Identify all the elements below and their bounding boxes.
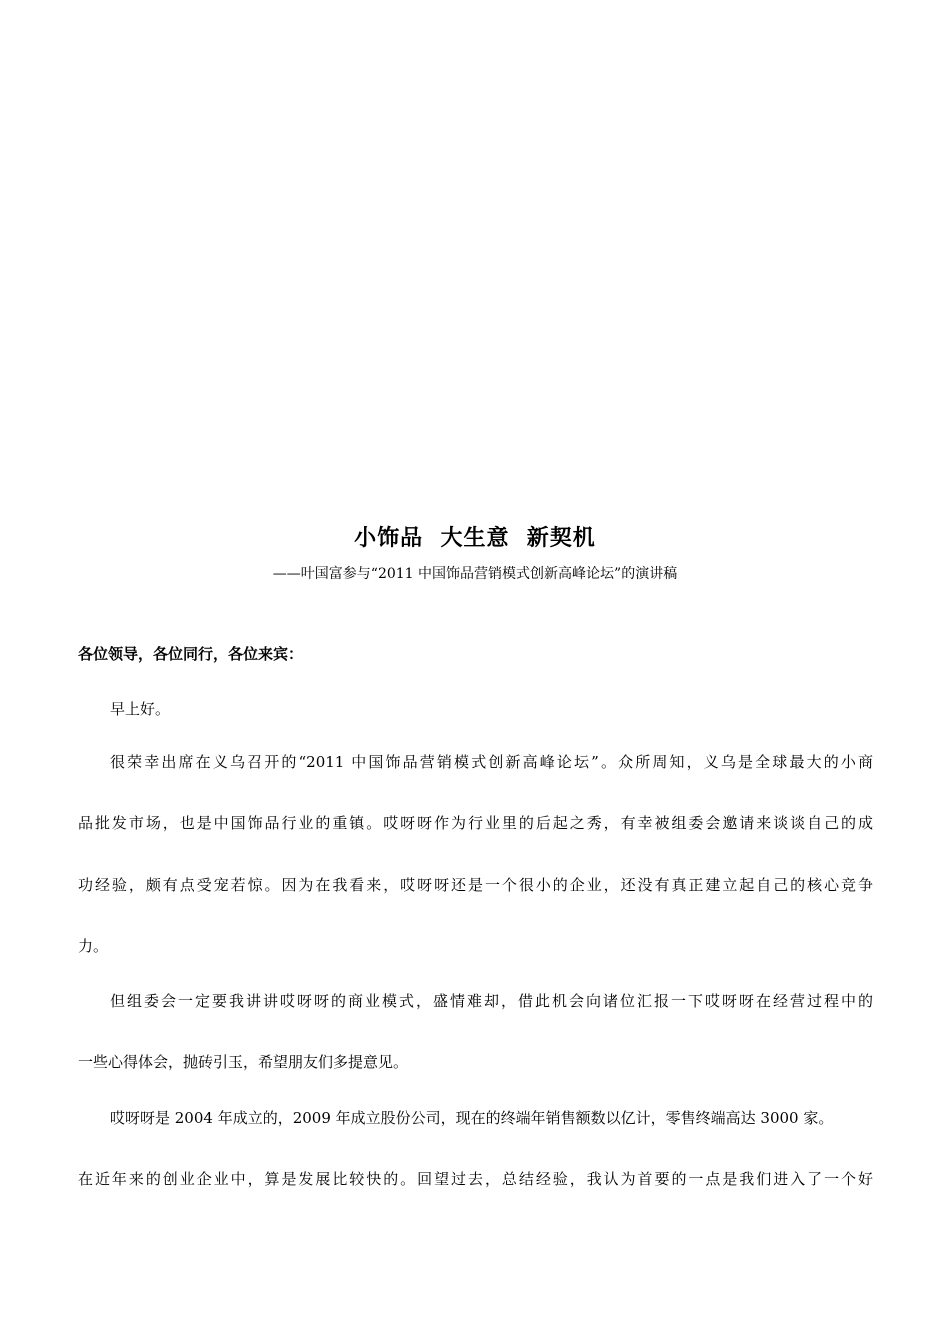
paragraph-line: 在近年来的创业企业中，算是发展比较快的。回望过去，总结经验，我认为首要的一点是我们进入了一个好 <box>78 1170 873 1188</box>
paragraph-line: 但组委会一定要我讲讲哎呀呀的商业模式，盛情难却，借此机会向诸位汇报一下哎呀呀在经营过程中的 <box>110 992 873 1010</box>
document-title: 小饰品 大生意 新契机 <box>354 525 596 551</box>
document-subtitle: ——叶国富参与“2011 中国饰品营销模式创新高峰论坛”的演讲稿 <box>272 566 678 582</box>
paragraph-line: 一些心得体会，抛砖引玉，希望朋友们多提意见。 <box>78 1053 409 1071</box>
paragraph-line: 很荣幸出席在义乌召开的“2011 中国饰品营销模式创新高峰论坛”。众所周知，义乌是全球最大的小商 <box>110 753 873 771</box>
salutation: 各位领导，各位同行，各位来宾： <box>78 645 304 663</box>
paragraph-line: 哎呀呀是 2004 年成立的，2009 年成立股份公司，现在的终端年销售额数以亿计，零售终端高达 3000 家。 <box>110 1109 834 1127</box>
paragraph-line: 力。 <box>78 937 109 955</box>
paragraph-line: 品批发市场，也是中国饰品行业的重镇。哎呀呀作为行业里的后起之秀，有幸被组委会邀请来谈谈自己的成 <box>78 814 873 832</box>
paragraph-line: 早上好。 <box>110 700 171 718</box>
paragraph-line: 功经验，颇有点受宠若惊。因为在我看来，哎呀呀还是一个很小的企业，还没有真正建立起自己的核心竞争 <box>78 876 873 894</box>
